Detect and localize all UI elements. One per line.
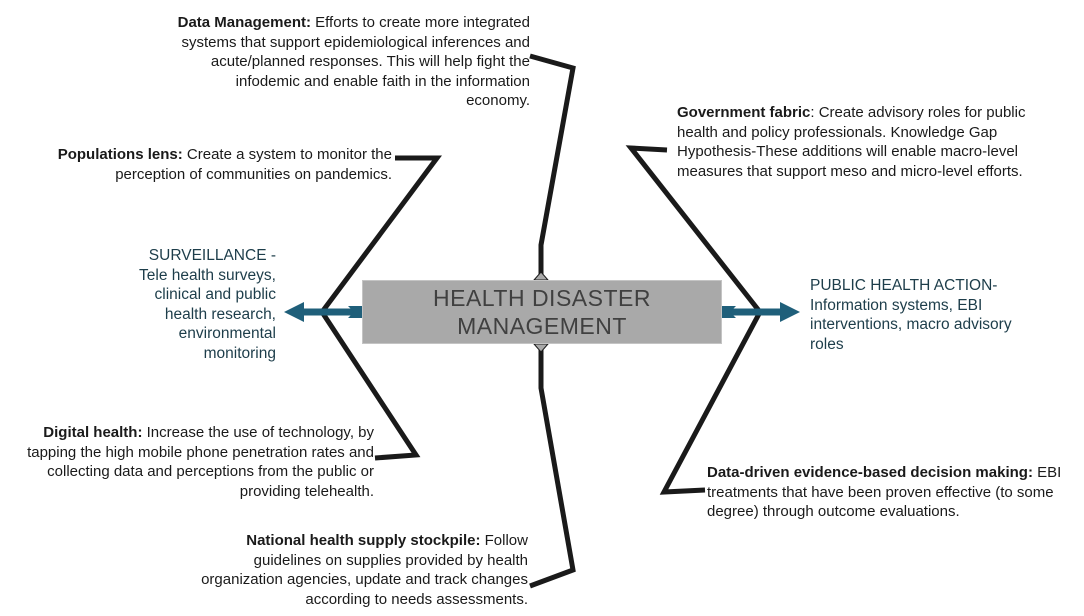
note-government-fabric [677, 103, 1055, 181]
note-body: Follow guidelines on supplies provided by health organization agencies, update and track changes according to needs assessments. [201, 532, 528, 608]
note-national-supply [200, 531, 528, 609]
note-populations-lens [20, 145, 392, 184]
outcome-text: PUBLIC HEALTH ACTION- Information systems, EBI interventions, macro advisory roles [810, 277, 1012, 353]
right-arrow-head [780, 302, 800, 322]
note-title: National health supply stockpile: [246, 532, 481, 549]
note-body: EBI treatments that have been proven effective (to some degree) through outcome evaluations. [707, 464, 1062, 520]
note-title: Populations lens: [57, 146, 183, 163]
box-notch-top [534, 272, 548, 280]
note-title: Government fabric [677, 104, 811, 121]
bone-data-management [530, 56, 573, 280]
note-body: Increase the use of technology, by tapping the high mobile phone penetration rates and collecting data and perceptions from the public or providing telehealth. [27, 424, 374, 500]
note-title: Data Management: [177, 14, 311, 31]
outcome-surveillance [120, 246, 276, 363]
center-title: HEALTH DISASTER MANAGEMENT [433, 285, 651, 339]
center-problem-box [362, 280, 722, 344]
note-body: Create a system to monitor the perception of communities on pandemics. [115, 146, 392, 183]
bone-national-supply [530, 344, 573, 586]
outcome-text: SURVEILLANCE - Tele health surveys, clinical and public health research, environmental monitoring [139, 247, 276, 362]
note-title: Data-driven evidence-based decision making: [707, 464, 1033, 481]
note-body: : Create advisory roles for public health and policy professionals. Knowledge Gap Hypothesis-These additions will enable macro-level measures that support meso and micro-level efforts. [677, 104, 1026, 180]
note-data-management [170, 13, 530, 111]
note-body: Efforts to create more integrated systems that support epidemiological inferences and acute/planned responses. This will help fight the infodemic and enable faith in the information economy. [181, 14, 530, 109]
outcome-public-health-action [810, 276, 1024, 354]
box-notch-bottom [534, 344, 548, 352]
note-digital-health [10, 423, 374, 501]
left-arrow-head [284, 302, 304, 322]
note-title: Digital health: [43, 424, 143, 441]
note-data-driven [707, 463, 1077, 522]
